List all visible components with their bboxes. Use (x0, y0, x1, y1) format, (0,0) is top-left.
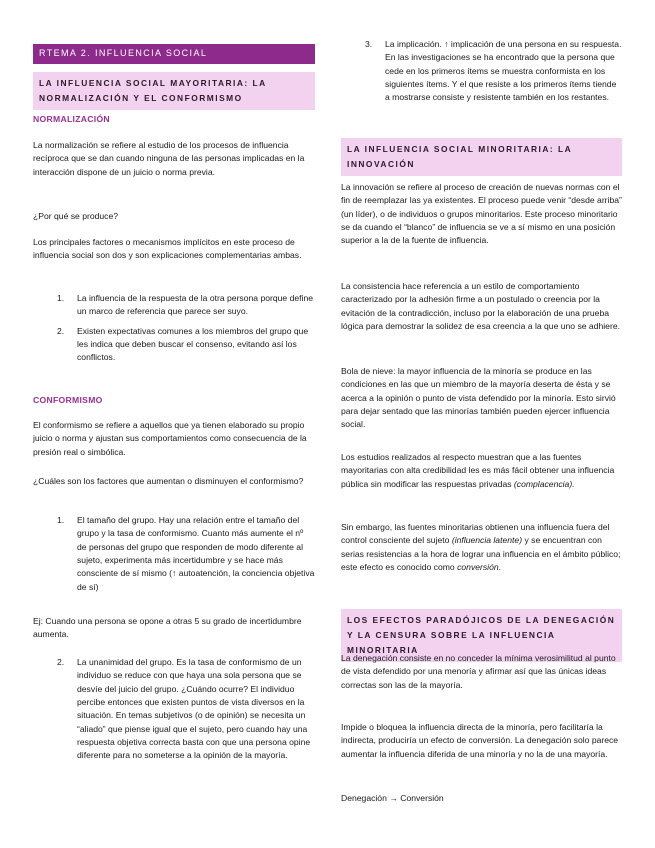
subheading-normalizacion: NORMALIZACIÓN (33, 114, 110, 124)
section-heading-efectos-paradojicos: LOS EFECTOS PARADÓJICOS DE LA DENEGACIÓN Y LA CENSURA SOBRE LA INFLUENCIA MINORITARIA (341, 609, 622, 662)
list-item (33, 656, 315, 763)
paragraph-conformismo-definition: El conformismo se refiere a aquellos que ya tienen elaborado su propio juicio o norma y ajustan sus comportamientos como consecuencia de la presión real o simbólica. (33, 420, 307, 457)
list-number: 1. (57, 293, 65, 303)
list-item-text: La implicación. ↑ implicación de una persona en su respuesta. En las investigaciones se ha encontrado que la persona que cede en los primeros ítems se muestra conformista en los siguientes ítems. Y el que resiste a los primeros ítems tiende a mostrarse consiste y resistente también en los restantes. (385, 39, 622, 103)
denegacion-conversion-line: Denegación → Conversión (341, 793, 444, 803)
paragraph-impide: Impide o bloquea la influencia directa de la minoría, pero facilitaría la indirecta, produciría un efecto de conversión. La denegación solo parece aumentar la influencia diferida de una minoría y no la de una mayoría. (341, 722, 619, 759)
list-number: 3. (365, 39, 373, 49)
paragraph-consistencia: La consistencia hace referencia a un estilo de comportamiento caracterizado por la adhesión firme a un postulado o creencia por la evitación de la contradicción, incluso por la elaboración de una prueba lógica para demostrar la solidez de esa creencia a la que uno se adhiere. (341, 281, 620, 331)
emphasis-conversion: conversión (457, 561, 499, 572)
paragraph-estudios (341, 451, 622, 491)
list-normalizacion-factors (33, 292, 315, 365)
emphasis-influencia-latente: (influencia latente) (451, 535, 523, 546)
list-number: 1. (57, 515, 65, 525)
paragraph-factores: Los principales factores o mecanismos implícitos en este proceso de influencia social son dos y son explicaciones complementarias ambas. (33, 237, 302, 261)
list-item-text: La influencia de la respuesta de la otra persona porque define un marco de referencia que parece ser suyo. (77, 293, 314, 317)
paragraph-normalizacion-definition: La normalización se refiere al estudio de los procesos de influencia recíproca que se dan cuando ninguna de las personas implicadas en la interacción dispone de un juicio o norma previa. (33, 140, 305, 177)
list-item (33, 325, 315, 365)
paragraph-fuentes-minoritarias (341, 521, 622, 574)
list-conformismo-factor-1 (33, 514, 315, 594)
list-conformismo-factor-2 (33, 656, 315, 763)
text-run: Los estudios realizados al respecto muestran que a las fuentes mayoritarias con alta credibilidad les es más fácil obtener una influencia pública sin modificar las respuestas privadas (341, 452, 615, 489)
text-run: Sin embargo, las fuentes minoritarias obtienen una influencia fuera del control consciente del sujeto (341, 522, 610, 546)
list-item (33, 514, 315, 594)
question-por-que: ¿Por qué se produce? (33, 211, 119, 221)
paragraph-innovacion: La innovación se refiere al proceso de creación de nuevas normas con el fin de reemplazar las ya existentes. El proceso puede venir “desde arriba” (un líder), o de individuos o grupos minoritarios. Este proceso minoritario se da cuando el “blanco” de influencia se ve a sí mismo en una posición superior a la de la fuente de influencia. (341, 182, 622, 246)
list-number: 2. (57, 325, 65, 336)
paragraph-denegacion: La denegación consiste en no conceder la mínima verosimilitud al punto de vista defendido por una menoría y afirmar así que las únicas ideas correctas son las de la mayoría. (341, 653, 616, 690)
paragraph-bola-de-nieve: Bola de nieve: la mayor influencia de la minoría se produce en las condiciones en las que un miembro de la mayoría deserta de ésta y se acerca a la opinión o punto de vista defendido por la minoría. Esto sirvió para dejar sentado que las minorías también pueden ejercer influencia social. (341, 366, 616, 430)
paragraph-example: Ej: Cuando una persona se opone a otras 5 su grado de incertidumbre aumenta. (33, 616, 302, 640)
emphasis-complacencia: (complacencia). (513, 478, 575, 489)
list-item-text: El tamaño del grupo. Hay una relación entre el tamaño del grupo y la tasa de conformismo. Cuanto más aumente el nº de personas del grupo que responden de modo diferente al sujeto, experimenta más incertidumbre y se hace más consciente de sí mismo (↑ autoatención, la conciencia objetiva de sí) (77, 515, 315, 592)
subheading-conformismo: CONFORMISMO (33, 395, 103, 405)
section-heading-mayoritaria: LA INFLUENCIA SOCIAL MAYORITARIA: LA NORMALIZACIÓN Y EL CONFORMISMO (33, 72, 315, 110)
page-title: RTEMA 2. INFLUENCIA SOCIAL (33, 44, 315, 64)
list-item-text: Existen expectativas comunes a los miembros del grupo que les indica que deben buscar el consenso, evitando así los conflictos. (77, 325, 309, 363)
list-item (341, 38, 622, 105)
section-heading-minoritaria: LA INFLUENCIA SOCIAL MINORITARIA: LA INNOVACIÓN (341, 138, 622, 176)
list-conformismo-factor-3 (341, 38, 622, 105)
list-number: 2. (57, 657, 65, 667)
text-run: y se encuentran con serias resistencias a la hora de lograr una influencia en el ámbito público; este efecto es conocido como (341, 535, 621, 572)
text-run: . (498, 561, 502, 572)
question-factores-conformismo: ¿Cuáles son los factores que aumentan o disminuyen el conformismo? (33, 476, 304, 486)
list-item-text: La unanimidad del grupo. Es la tasa de conformismo de un individuo se reduce con que haya una sola persona que se desvíe del juicio del grupo. ¿Cuándo ocurre? El individuo percibe entonces que existen puntos de vista diversos en la situación. En temas subjetivos (o de opinión) se necesita un “aliado” que piense igual que el sujeto, pero cuando hay una respuesta objetiva correcta basta con que una persona opine diferente para no someterse a la opinión de la mayoría. (77, 657, 311, 761)
list-item (33, 292, 315, 319)
